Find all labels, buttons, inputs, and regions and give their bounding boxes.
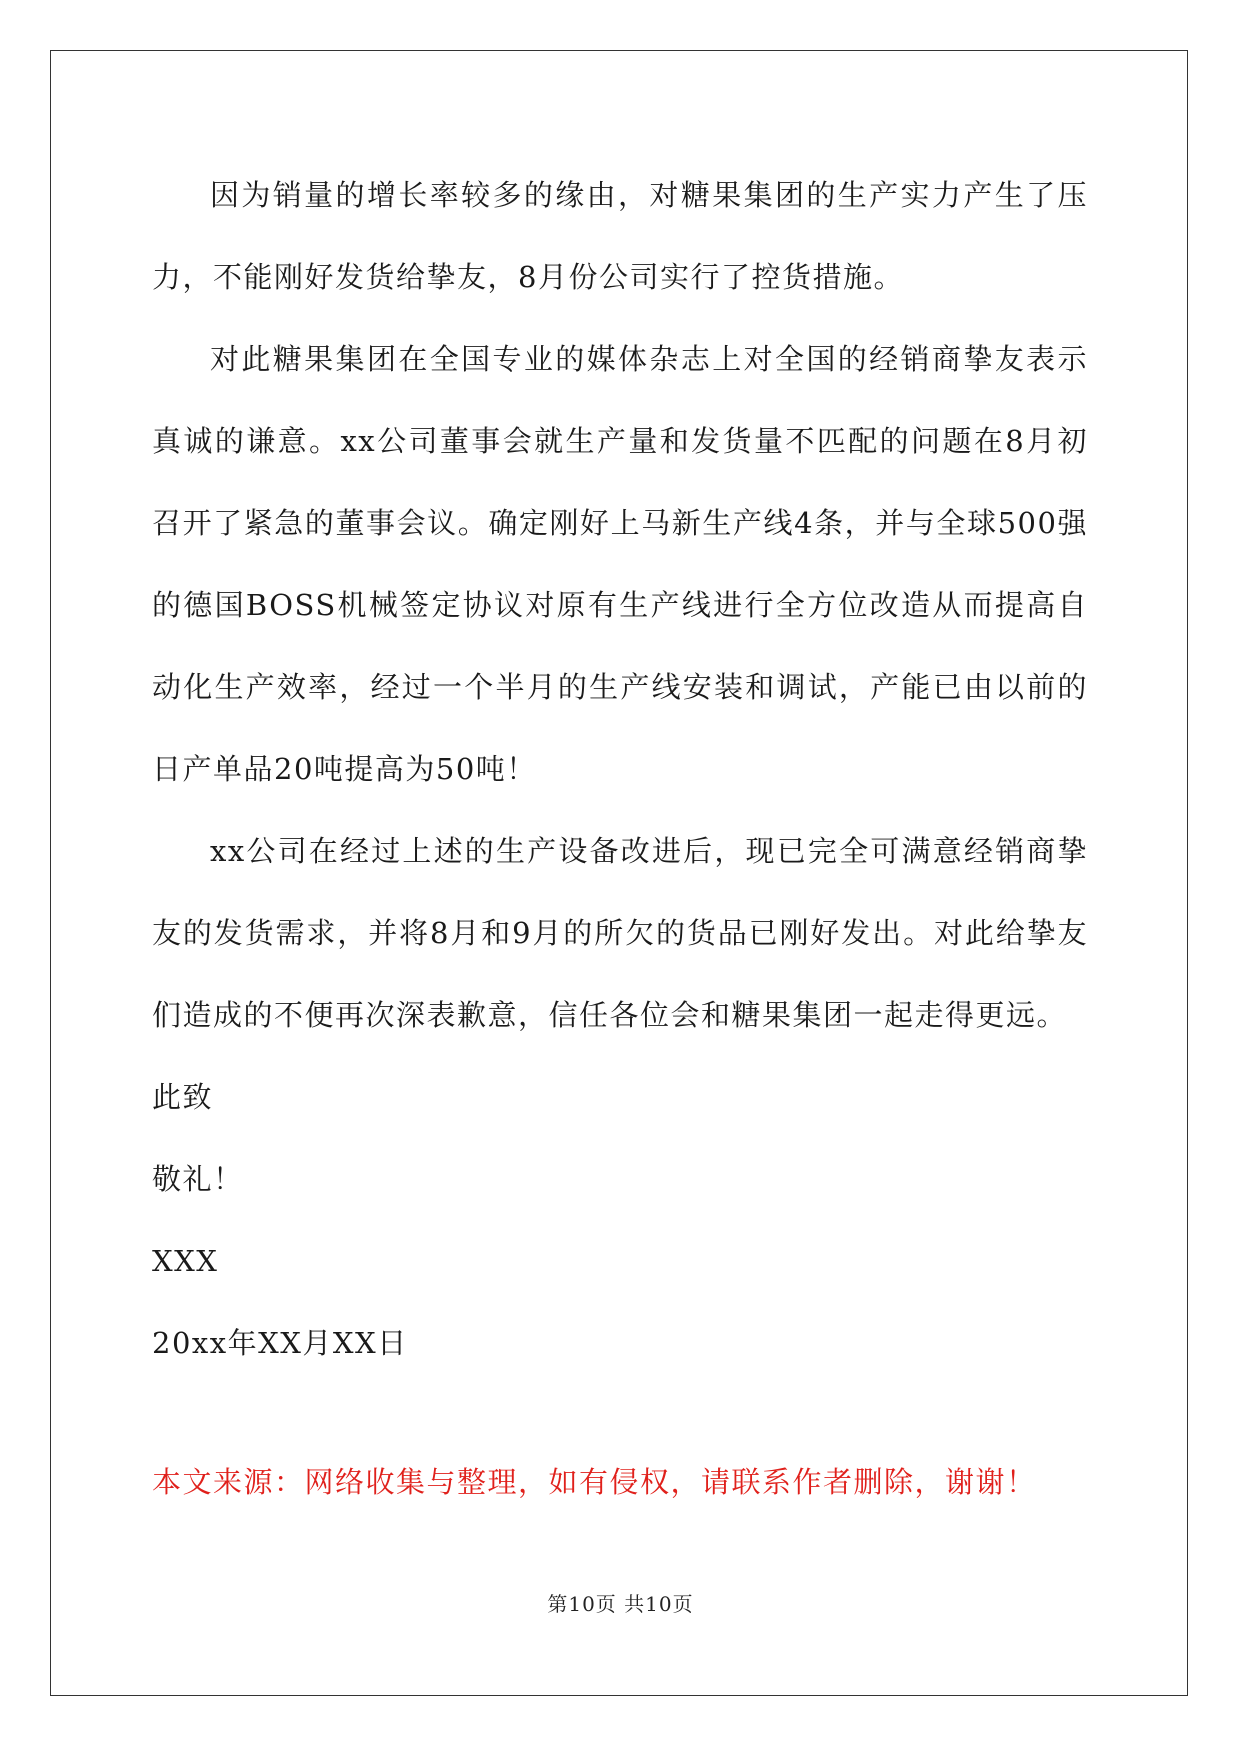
closing-regards: 敬礼！ (152, 1162, 244, 1196)
page-footer: 第10页 共10页 (547, 1592, 694, 1616)
source-note: 本文来源：网络收集与整理，如有侵权，请联系作者删除，谢谢！ (152, 1465, 1037, 1499)
date: 20xx年XX月XX日 (152, 1326, 408, 1360)
paragraph-3: xx公司在经过上述的生产设备改进后，现已完全可满意经销商挚友的发货需求，并将8月和9月的所欠的货品已刚好发出。对此给挚友们造成的不便再次深表歉意，信任各位会和糖果集团一起走得更远。 (152, 834, 1088, 1032)
document-body (152, 162, 1088, 1384)
signature: XXX (152, 1244, 219, 1278)
paragraph-1: 因为销量的增长率较多的缘由，对糖果集团的生产实力产生了压力，不能刚好发货给挚友，8月份公司实行了控货措施。 (152, 178, 1088, 294)
paragraph-2: 对此糖果集团在全国专业的媒体杂志上对全国的经销商挚友表示真诚的谦意。xx公司董事会就生产量和发货量不匹配的问题在8月初召开了紧急的董事会议。确定刚好上马新生产线4条，并与全球500强的德国BOSS机械签定协议对原有生产线进行全方位改造从而提高自动化生产效率，经过一个半月的生产线安装和调试，产能已由以前的日产单品20吨提高为50吨！ (152, 342, 1088, 786)
closing-salutation: 此致 (152, 1080, 214, 1114)
